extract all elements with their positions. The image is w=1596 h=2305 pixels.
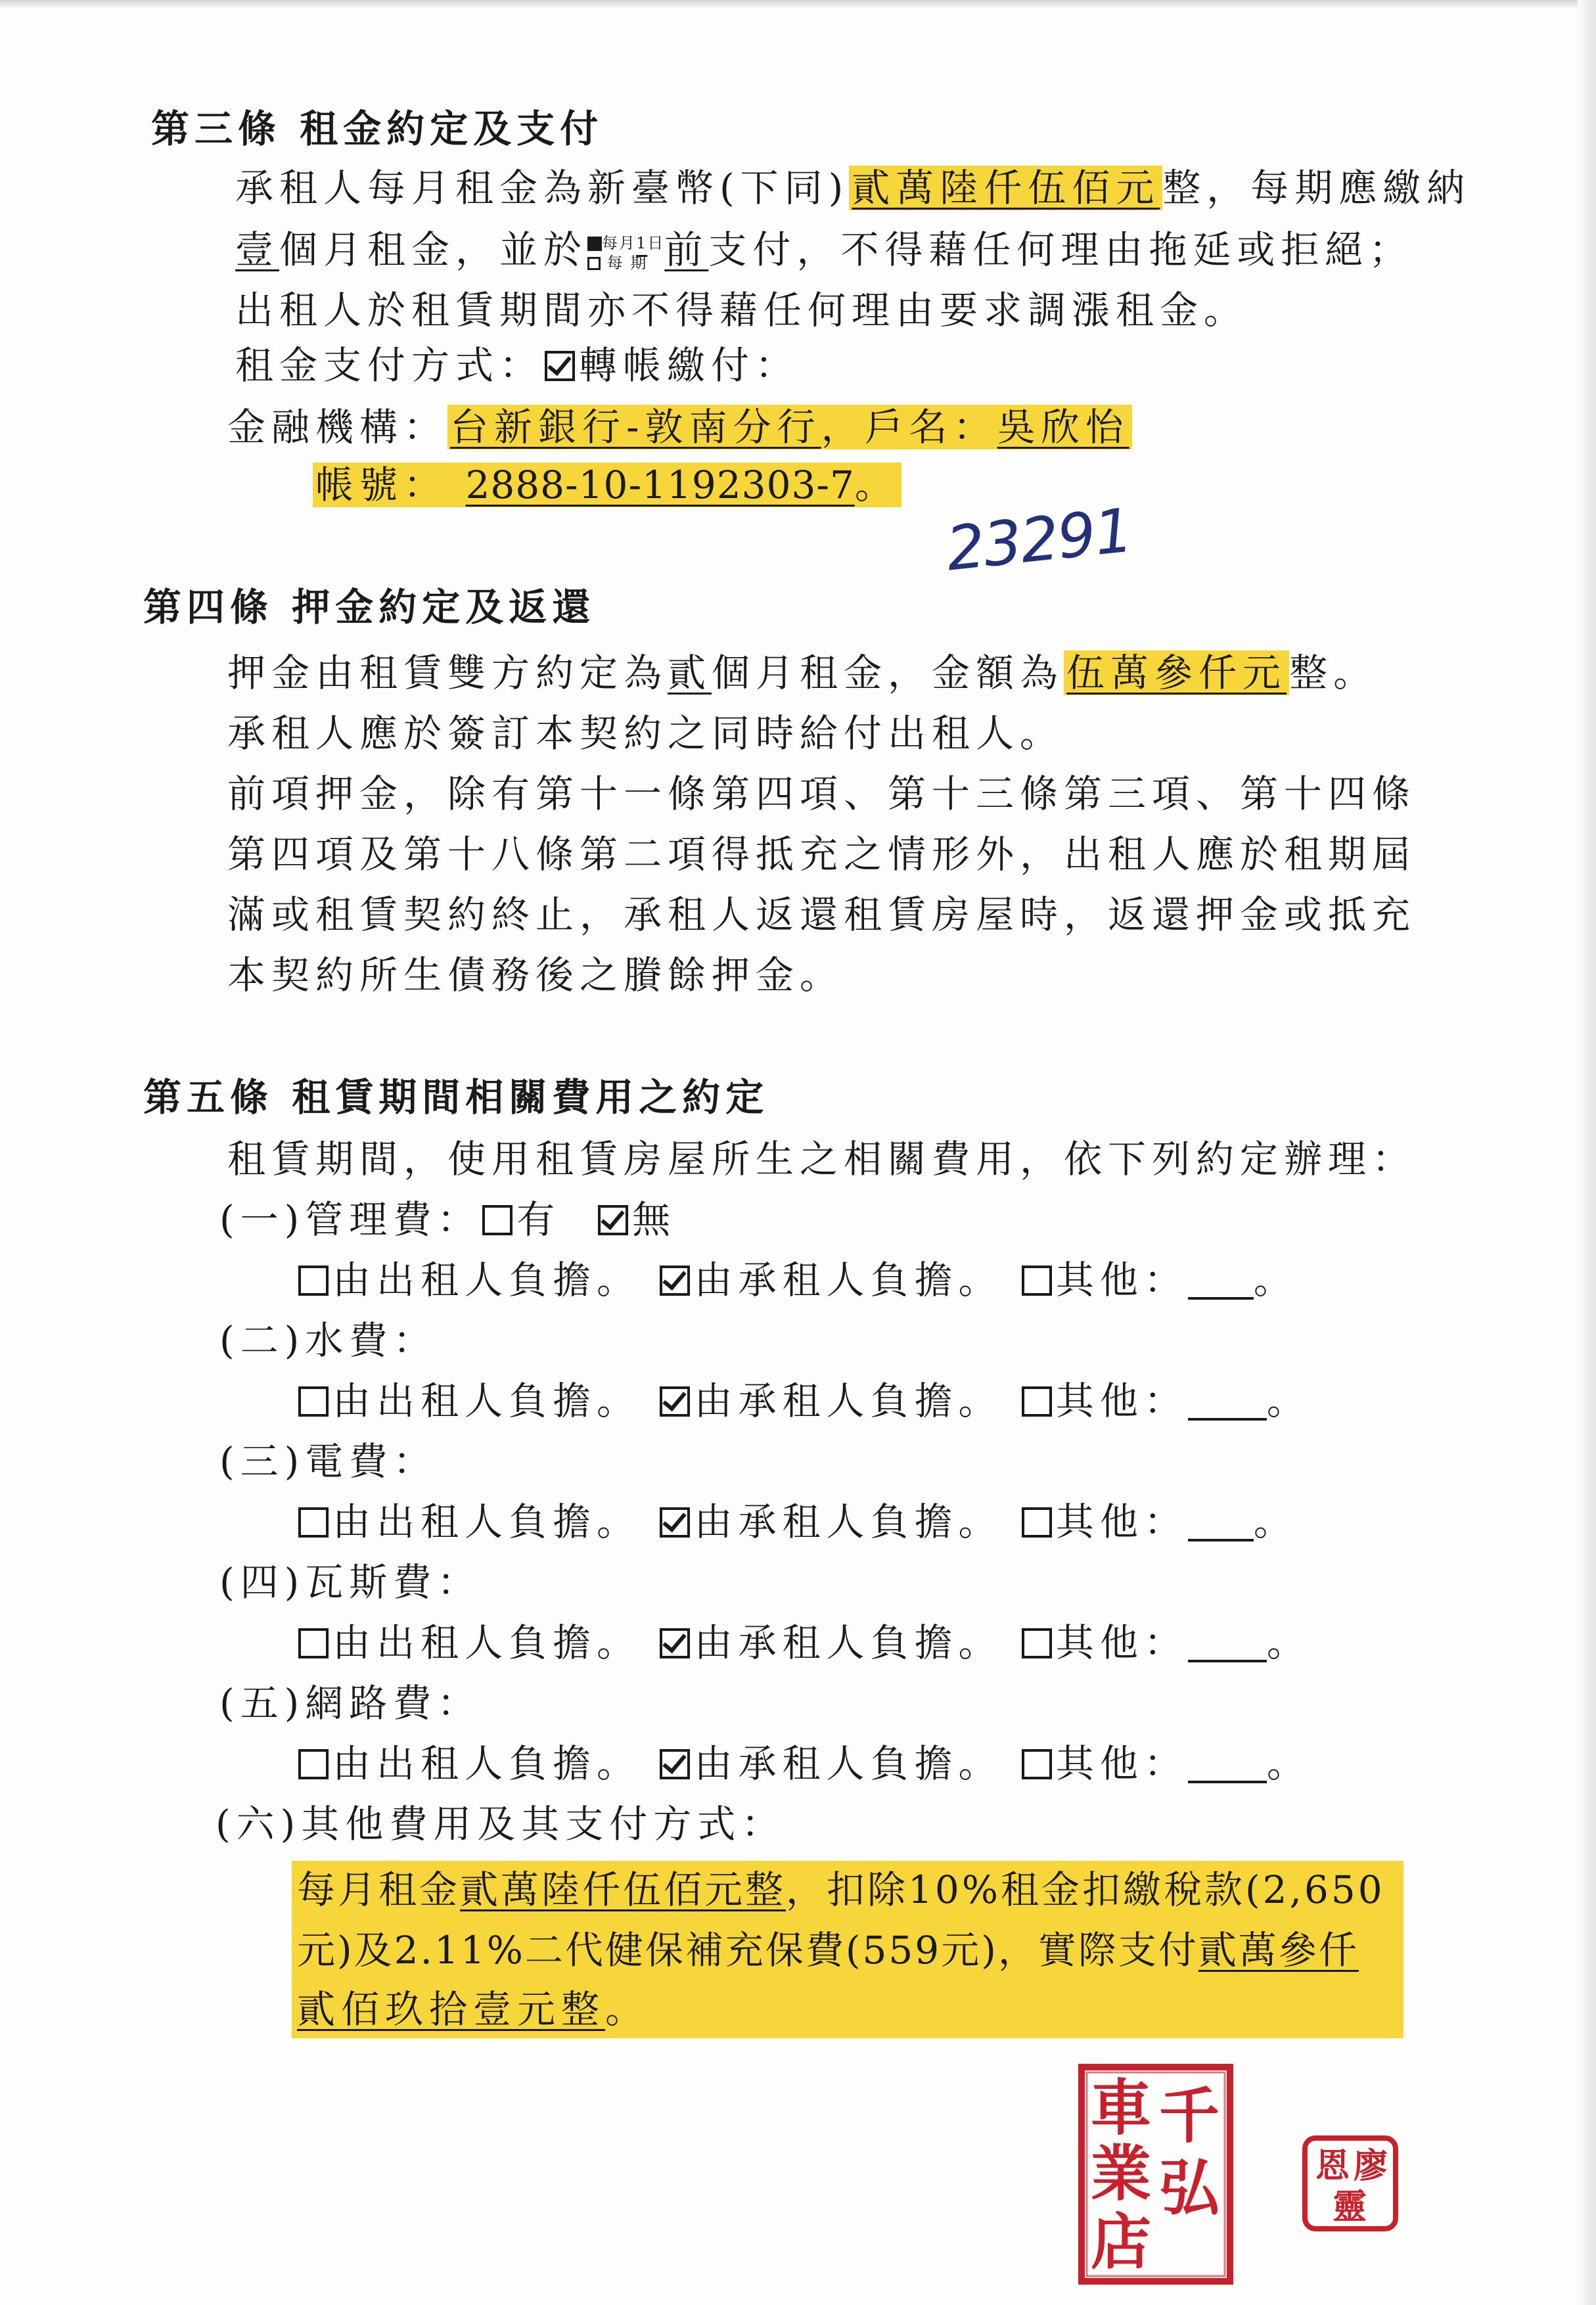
article3-line2 [235,223,1413,276]
other-fees-line2 [297,1924,1359,1976]
management-other-checkbox[interactable] [1022,1266,1052,1296]
other-line1-amount: 貳萬陸仟伍佰元整 [460,1867,787,1912]
svg-text:車: 車 [1091,2072,1152,2143]
management-no-label: 無 [632,1197,677,1242]
opt-end: 。 [1266,1379,1311,1423]
svg-text:千: 千 [1159,2080,1220,2151]
gas-landlord-checkbox[interactable] [298,1628,329,1658]
article5-heading: 第五條 租賃期間相關費用之約定 [143,1075,769,1120]
article3-line1 [235,162,1471,214]
payment-method-value: 轉帳繳付： [579,343,800,388]
company-seal [1078,2063,1234,2285]
management-no-checkbox[interactable] [598,1205,628,1235]
article4-line6: 本契約所生債務後之賸餘押金。 [227,953,844,997]
due-per-period-checkbox[interactable] [587,257,601,270]
management-tenant-checkbox[interactable] [660,1266,690,1296]
article5-intro: 租賃期間，使用租賃房屋所生之相關費用，依下列約定辦理： [227,1137,1417,1181]
svg-text:店: 店 [1091,2206,1152,2277]
electric-other-blank[interactable] [1188,1532,1254,1541]
opt-other: 其他： [1055,1379,1188,1423]
management-fee-row [219,1193,676,1246]
opt-tenant: 由承租人負擔。 [694,1741,1003,1786]
deposit-months: 貳 [668,650,712,695]
other-line1-post: ，扣除10%租金扣繳稅款(2,650 [786,1867,1385,1912]
due-day-value: 1 [636,233,648,252]
due-option-per: 每 [606,253,624,272]
opt-end: 。 [1253,1499,1298,1544]
internet-other-checkbox[interactable] [1022,1749,1052,1779]
account-no: 2888-10-1192303-7 [465,463,855,507]
other-line2-amount: 貳萬參仟 [1198,1928,1359,1973]
water-options [297,1375,1311,1427]
scan-edge-top [0,0,1596,9]
opt-end: 。 [1253,1258,1298,1302]
management-fee-label: (一)管理費： [219,1197,482,1242]
gas-options [297,1616,1311,1669]
article3-line3: 出租人於租賃期間亦不得藉任何理由要求調漲租金。 [235,288,1248,332]
opt-other: 其他： [1055,1741,1188,1786]
water-tenant-checkbox[interactable] [660,1386,690,1417]
gas-fee-label: (四)瓦斯費： [219,1560,482,1605]
other-fees-line1 [297,1863,1385,1916]
article4-line5: 滿或租賃契約終止，承租人返還租賃房屋時，返還押金或抵充 [227,892,1417,937]
other-line3-amount: 貳佰玖拾壹元整 [297,1987,606,2032]
water-other-blank[interactable] [1188,1411,1267,1421]
due-monthly-checkbox[interactable] [587,237,602,251]
internet-options [297,1737,1311,1790]
electric-landlord-checkbox[interactable] [298,1507,329,1538]
account-no-label: 帳號： [315,463,448,507]
article4-line2: 承租人應於簽訂本契約之同時給付出租人。 [227,711,1064,756]
article4-line1-pre: 押金由租賃雙方約定為 [227,650,668,695]
water-other-checkbox[interactable] [1022,1386,1052,1417]
opt-tenant: 由承租人負擔。 [694,1620,1003,1665]
due-option-period: 期 [630,253,648,272]
other-line2-pre: 元)及2.11%二代健保補充保費(559元)，實際支付 [297,1928,1198,1973]
opt-other: 其他： [1055,1499,1188,1544]
rent-amount: 貳萬陸仟伍佰元 [849,166,1162,210]
opt-tenant: 由承租人負擔。 [694,1258,1003,1302]
svg-text:廖: 廖 [1354,2146,1388,2186]
handwritten-note: 23291 [943,495,1135,585]
due-option-monthly: 每月 [602,233,637,252]
account-row [313,459,901,511]
other-line1-pre: 每月租金 [297,1867,461,1912]
gas-other-blank[interactable] [1188,1653,1267,1662]
opt-landlord: 由出租人負擔。 [332,1620,641,1665]
other-line3-end: 。 [605,1987,650,2032]
internet-tenant-checkbox[interactable] [660,1749,690,1779]
opt-other: 其他： [1055,1258,1188,1302]
account-name: 吳欣怡 [997,405,1129,449]
bank-row [227,401,1132,453]
article4-line3: 前項押金，除有第十一條第四項、第十三條第三項、第十四條 [227,771,1417,816]
article3-before: 前 [664,227,709,272]
opt-landlord: 由出租人負擔。 [332,1499,641,1544]
due-date-options [587,233,664,273]
management-landlord-checkbox[interactable] [298,1266,329,1296]
article4-line1 [227,647,1377,699]
pay-months-count: 壹 [235,227,280,272]
account-no-end: 。 [854,463,899,507]
electric-options [297,1495,1298,1548]
management-yes-label: 有 [516,1197,561,1242]
article3-heading: 第三條 租金約定及支付 [151,106,604,151]
article3-line1-post: 整，每期應繳納 [1162,166,1471,210]
opt-other: 其他： [1055,1620,1188,1665]
article4-line1-mid: 個月租金，金額為 [712,650,1064,695]
article3-line2-mid: 個月租金，並於 [279,227,588,272]
other-fees-line3 [297,1983,649,2036]
management-other-blank[interactable] [1188,1290,1254,1300]
other-fees-label: (六)其他費用及其支付方式： [216,1802,786,1846]
svg-text:業: 業 [1091,2138,1152,2209]
article4-line4: 第四項及第十八條第二項得抵充之情形外，出租人應於租期屆 [227,832,1417,877]
internet-landlord-checkbox[interactable] [298,1749,329,1779]
water-landlord-checkbox[interactable] [298,1386,329,1417]
scan-edge-right [1578,0,1596,2305]
personal-seal [1301,2134,1400,2233]
deposit-amount: 伍萬參仟元 [1064,650,1289,695]
svg-text:靈: 靈 [1333,2187,1367,2227]
opt-tenant: 由承租人負擔。 [694,1499,1003,1544]
account-name-label: ，戶名： [821,405,997,449]
management-options [297,1254,1298,1306]
water-fee-label: (二)水費： [219,1318,438,1363]
opt-end: 。 [1266,1620,1311,1665]
gas-other-checkbox[interactable] [1022,1628,1052,1658]
internet-other-blank[interactable] [1188,1774,1267,1783]
bank-name: 台新銀行-敦南分行 [450,405,821,449]
electric-fee-label: (三)電費： [219,1439,438,1484]
opt-tenant: 由承租人負擔。 [694,1379,1003,1423]
article3-line1-pre: 承租人每月租金為新臺幣(下同) [235,166,850,210]
electric-tenant-checkbox[interactable] [660,1507,690,1538]
article4-line1-post: 整。 [1289,650,1378,695]
opt-landlord: 由出租人負擔。 [332,1258,641,1302]
gas-tenant-checkbox[interactable] [660,1628,690,1658]
bank-label: 金融機構： [227,405,448,449]
transfer-checkbox[interactable] [545,351,575,381]
management-yes-checkbox[interactable] [482,1205,513,1235]
payment-method-label: 租金支付方式： [235,343,544,388]
opt-landlord: 由出租人負擔。 [332,1379,641,1423]
due-day-unit: 日 [647,233,665,252]
svg-text:弘: 弘 [1159,2153,1220,2224]
electric-other-checkbox[interactable] [1022,1507,1052,1538]
opt-end: 。 [1266,1741,1311,1786]
opt-landlord: 由出租人負擔。 [332,1741,641,1786]
internet-fee-label: (五)網路費： [219,1681,482,1725]
article3-line2-post: 支付，不得藉任何理由拖延或拒絕； [708,227,1413,272]
article4-heading: 第四條 押金約定及返還 [143,585,596,629]
payment-method-row [235,339,799,392]
svg-text:恩: 恩 [1315,2146,1350,2186]
